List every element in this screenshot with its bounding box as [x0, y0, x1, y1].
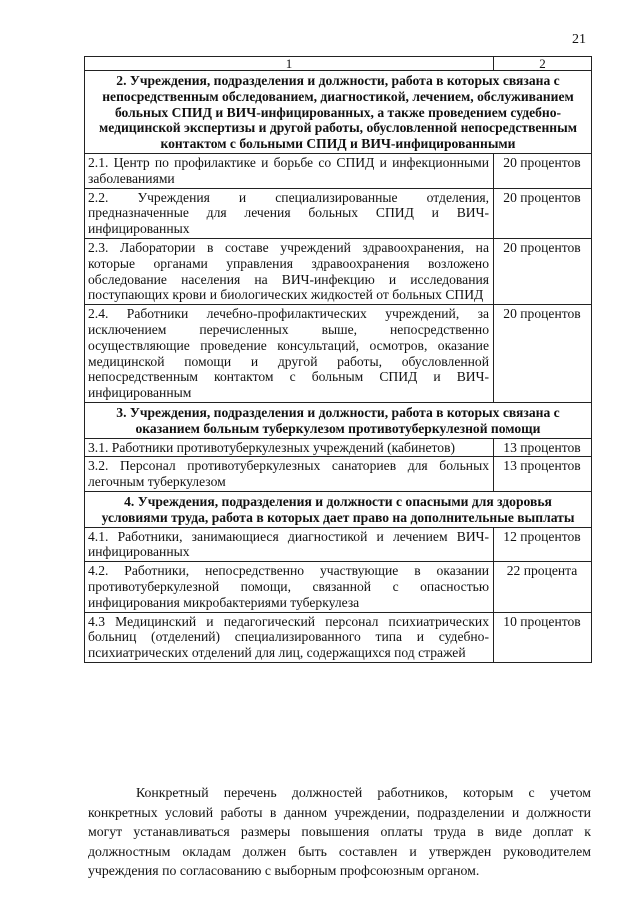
- column-number-2: 2: [494, 57, 592, 71]
- row-value: 20 процентов: [494, 238, 592, 304]
- section-header: [85, 402, 592, 438]
- row-description: 3.1. Работники противотуберкулезных учреждений (кабинетов): [85, 438, 494, 457]
- section-header: [85, 71, 592, 154]
- closing-paragraph: Конкретный перечень должностей работников, которым с учетом конкретных условий работы в данном учреждении, подразделении и должности могут устанавливаться размеры повышения оплаты труда в виде доплат к должностным окладам должен быть составлен и утвержден руководителем учреждения по согласованию с выборным профсоюзным органом.: [88, 785, 591, 878]
- row-value: 20 процентов: [494, 188, 592, 238]
- section-title: 2. Учреждения, подразделения и должности, работа в которых связана с непосредственным обследованием, диагностикой, лечением, обслуживанием больных СПИД и ВИЧ-инфицированных, а также проведением судебно-медицинской экспертизы и другой работы, обусловленной непосредственным контактом с больными СПИД и ВИЧ-инфицированными: [85, 71, 592, 154]
- allowance-table: [84, 56, 592, 663]
- row-value: 13 процентов: [494, 457, 592, 492]
- page-number: 21: [572, 32, 586, 47]
- table-row: [85, 188, 592, 238]
- row-description: 3.2. Персонал противотуберкулезных санаториев для больных легочным туберкулезом: [85, 457, 494, 492]
- row-description: 4.3 Медицинский и педагогический персонал психиатрических больниц (отделений) специализированного типа и судебно-психиатрических отделений для лиц, содержащихся под стражей: [85, 612, 494, 662]
- row-value: 22 процента: [494, 562, 592, 612]
- table-row: [85, 238, 592, 304]
- row-value: 13 процентов: [494, 438, 592, 457]
- table-row: [85, 305, 592, 403]
- row-description: 2.3. Лаборатории в составе учреждений здравоохранения, на которые органами управления здравоохранения возложено обследование населения на ВИЧ-инфекцию и исследования поступающих крови и биологических жидкостей от больных СПИД: [85, 238, 494, 304]
- row-description: 2.4. Работники лечебно-профилактических учреждений, за исключением перечисленных выше, непосредственно осуществляющие проведение консультаций, осмотров, оказание медицинской помощи и другой работы, обусловленной непосредственным контактом с больным СПИД и ВИЧ-инфицированным: [85, 305, 494, 403]
- row-value: 20 процентов: [494, 153, 592, 188]
- table-row: [85, 562, 592, 612]
- table-row: [85, 612, 592, 662]
- row-description: 4.2. Работники, непосредственно участвующие в оказании противотуберкулезной помощи, связанной с опасностью инфицирования микробактериями туберкулеза: [85, 562, 494, 612]
- column-number-1: 1: [85, 57, 494, 71]
- row-value: 10 процентов: [494, 612, 592, 662]
- table-row: [85, 527, 592, 562]
- section-title: 3. Учреждения, подразделения и должности, работа в которых связана с оказанием больным туберкулезом противотуберкулезной помощи: [85, 402, 592, 438]
- column-number-row: [85, 57, 592, 71]
- row-value: 20 процентов: [494, 305, 592, 403]
- section-title: 4. Учреждения, подразделения и должности с опасными для здоровья условиями труда, работа в которых дает право на дополнительные выплаты: [85, 491, 592, 527]
- row-description: 4.1. Работники, занимающиеся диагностикой и лечением ВИЧ-инфицированных: [85, 527, 494, 562]
- row-value: 12 процентов: [494, 527, 592, 562]
- section-header: [85, 491, 592, 527]
- row-description: 2.2. Учреждения и специализированные отделения, предназначенные для лечения больных СПИД и ВИЧ-инфицированных: [85, 188, 494, 238]
- table-row: [85, 438, 592, 457]
- table-row: [85, 457, 592, 492]
- row-description: 2.1. Центр по профилактике и борьбе со СПИД и инфекционными заболеваниями: [85, 153, 494, 188]
- table-row: [85, 153, 592, 188]
